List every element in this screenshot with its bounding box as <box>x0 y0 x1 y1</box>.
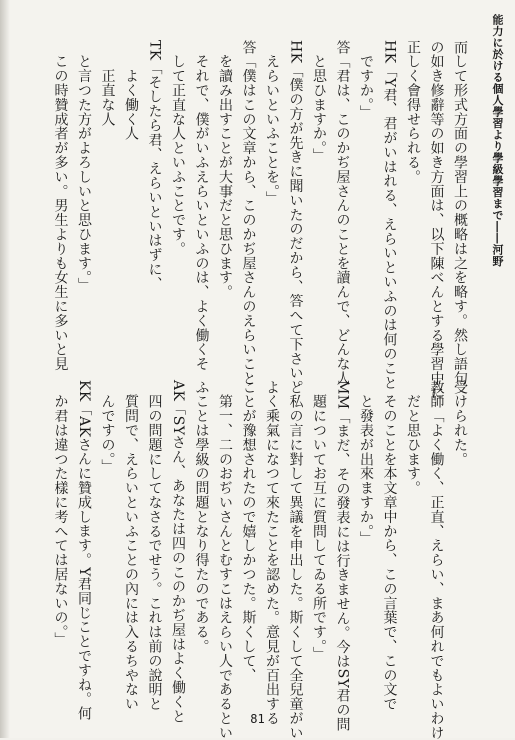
text-line: そのことを本文章中から、この言葉で、この文で <box>381 380 398 712</box>
text-line: 受けられた。 <box>452 380 468 467</box>
text-line: 教師「よく働く、正直、えらい、まあ何れでもよいわけ <box>428 380 445 740</box>
text-line: 正しく會得せられる。 <box>405 40 421 184</box>
text-line: と思ひますか。」 <box>311 40 327 163</box>
text-line: ふことは學級の問題となり得たのである。 <box>193 380 210 654</box>
text-line: と發表が出來ますか。」 <box>358 380 374 546</box>
text-line: TK「そしたら君、えらいといはずに、 <box>146 40 163 291</box>
text-line: んですの。」 <box>99 380 116 474</box>
text-line: と言つた方がよろしいと思ひます。」 <box>76 40 92 293</box>
text-line: 答「君は、このかぢ屋さんのことを讀んで、どんな人 <box>334 40 351 386</box>
text-line: 質問で、えらいといふことの內には入るちやない <box>123 380 139 712</box>
text-line: 第一、二のおぢいさんとむすこはえらい人であるとい <box>217 380 233 740</box>
text-line: MM「まだ、その發表には行きません。今はSY君の問 <box>334 380 351 732</box>
text-line: 正直な人 <box>99 40 116 127</box>
text-line: 而して形式方面の學習上の概略は之を略す。然し語句 <box>452 40 468 386</box>
text-line: よく働く人 <box>123 40 139 141</box>
text-line: それで、僕がいふえらいといふのは、よく働くそ <box>193 40 210 372</box>
text-line: この時贊成者が多い。男生よりも女生に多いと見 <box>52 40 69 372</box>
running-head: 能力に於ける個人學習より學級學習まで――河野 <box>491 14 504 267</box>
upper-text-block <box>48 40 471 400</box>
text-line: ことが豫想されたので嬉しかつた。斯くして、 <box>240 380 257 683</box>
page-number: 81 <box>250 712 265 726</box>
text-line: 題についてお互に質問してゐる所です。」 <box>311 380 327 661</box>
text-line: 答「僕はこの文章から、このかぢ屋さんのえらいこと <box>240 40 257 386</box>
page-gutter-shadow <box>0 0 10 738</box>
text-line: して正直な人といふことです。 <box>170 40 186 256</box>
text-line: を讀み出すことが大事だと思ひます。 <box>217 40 233 300</box>
text-line: と私の言に對して異議を申出した。斯くして全兒童がい <box>287 380 304 740</box>
text-line: よく乘氣になつて來たことを認めた。意見が百出する <box>264 380 280 726</box>
text-line: 四の問題にしてなさるでせう。これは前の說明と <box>146 380 163 712</box>
text-line: KK「AKさんに贊成します。Y君同じことですね。何 <box>76 380 92 721</box>
text-line: えらいといふことを。」 <box>264 40 280 206</box>
text-line: の如き修辭等の如き方面は、以下陳べんとする學習中に <box>428 40 445 400</box>
text-line: HK「僕の方が先きに聞いたのだから、答へて下さい。 <box>287 40 304 395</box>
text-line: だと思ひます。 <box>405 380 421 496</box>
text-line: HK「Y君、君がいはれる、えらいといふのは何のこと <box>381 40 398 390</box>
text-line: か君は違つた樣に考へては居ないの。」 <box>52 380 69 647</box>
text-line: ですか。」 <box>358 40 374 120</box>
text-line: AK「SYさん、あなたは四のこのかぢ屋はよく働くと <box>170 380 186 724</box>
